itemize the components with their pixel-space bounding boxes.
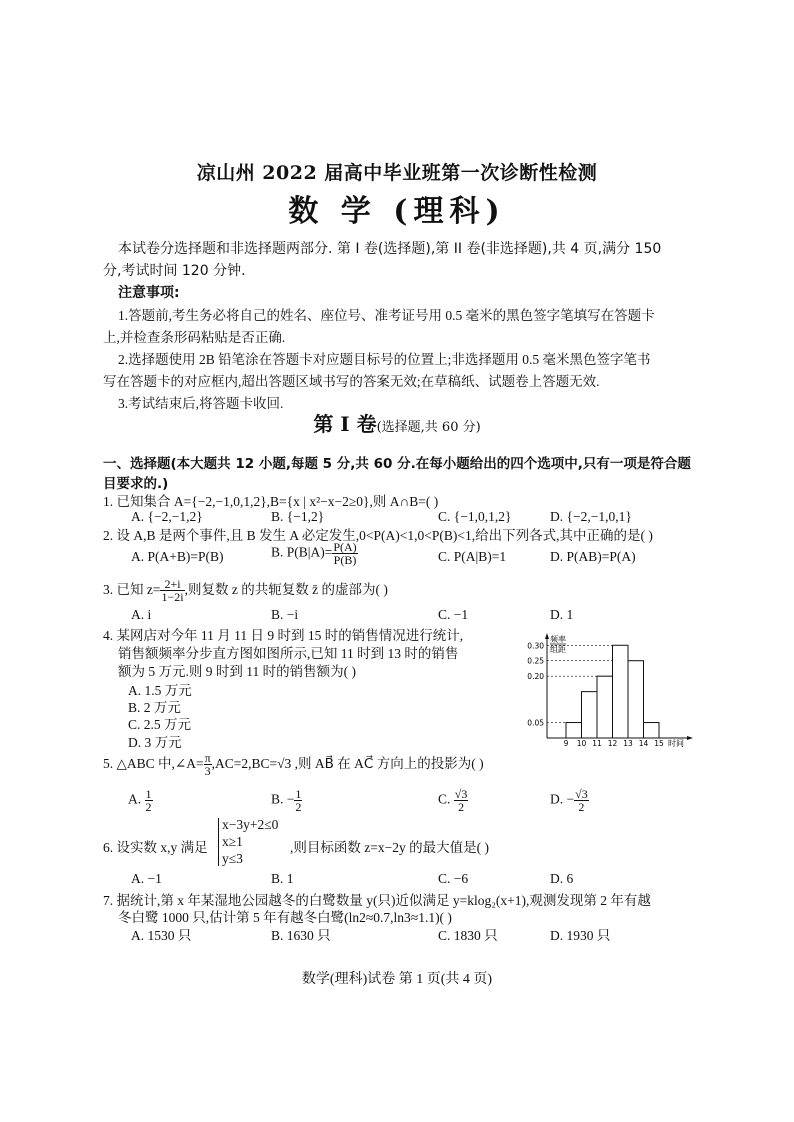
y-tick-label: 0.25 [527, 656, 544, 666]
q2-option-d: D. P(AB)=P(A) [550, 549, 636, 564]
q5-option-b [271, 788, 302, 813]
x-tick-label: 15 [654, 739, 664, 748]
q2-stem: 2. 设 A,B 是两个事件,且 B 发生 A 必定发生,0<P(A)<1,0<P(B)<1,给出下列各式,其中正确的是( ) [103, 528, 653, 543]
q5-a-fraction [145, 788, 153, 813]
q5-suffix: ,AC=2,BC=√3 ,则 AB⃗ 在 AC⃗ 方向上的投影为( ) [211, 756, 484, 771]
q2-option-c: C. P(A|B)=1 [438, 549, 507, 564]
q3-stem [103, 578, 388, 603]
q5-b-fraction [294, 788, 302, 813]
notice-2b: 写在答题卡的对应框内,超出答题区域书写的答案无效;在草稿纸、试题卷上答题无效. [103, 374, 600, 389]
histogram-bar [566, 723, 582, 738]
q4-option-d: D. 3 万元 [128, 735, 182, 750]
q7-option-b: B. 1630 只 [271, 928, 331, 943]
q5-d-fraction [574, 788, 589, 813]
q3-denominator: 1−2i [161, 590, 184, 605]
q5-d-den: 2 [578, 800, 585, 814]
q2-option-b-label: B. P(B|A)= [271, 544, 333, 560]
q5-option-d [550, 788, 589, 813]
q6-constraint-1: x−3y+2≤0 [222, 817, 279, 832]
q5-fraction [204, 752, 212, 777]
q1-option-c: C. {−1,0,1,2} [438, 509, 512, 524]
q5-a-label: A. [128, 791, 142, 807]
q2-option-b-fraction [332, 541, 357, 566]
x-tick-label: 12 [607, 739, 618, 748]
q5-b-num: 1 [295, 787, 302, 801]
x-axis-arrow [687, 736, 693, 740]
q5-d-label: D. − [550, 791, 575, 807]
q5-b-label: B. − [271, 791, 295, 807]
x-tick-label: 9 [563, 739, 569, 748]
y-tick-label: 0.05 [527, 718, 544, 728]
notice-3: 3.考试结束后,将答题卡收回. [118, 396, 284, 411]
q1-stem: 1. 已知集合 A={−2,−1,0,1,2},B={x | x²−x−2≥0},则 A∩B=( ) [103, 494, 439, 509]
q6-constraint-2: x≥1 [222, 834, 243, 849]
histogram-bar [628, 661, 644, 738]
x-tick-label: 11 [592, 739, 602, 748]
q4-option-c: C. 2.5 万元 [128, 717, 192, 732]
q5-d-num: √3 [575, 787, 588, 801]
q1-option-d: D. {−2,−1,0,1} [550, 509, 632, 524]
q5-c-fraction [454, 788, 469, 813]
q5-stem [103, 752, 484, 777]
q6-option-a: A. −1 [131, 871, 162, 886]
histogram-bar [597, 676, 613, 738]
x-tick-label: 13 [623, 739, 633, 748]
histogram-bar [644, 723, 660, 738]
q5-a-num: 1 [145, 787, 152, 801]
xlabel: 时间 [668, 739, 684, 748]
ylabel-bottom: 组距 [550, 645, 566, 654]
notice-1a: 1.答题前,考生务必将自己的姓名、座位号、准考证号用 0.5 毫米的黑色签字笔填写在答题卡 [118, 308, 655, 323]
y-axis-arrow [545, 633, 549, 639]
intro-line-2: 分,考试时间 120 分钟. [103, 263, 246, 279]
q4-line-2: 销售额频率分步直方图如图所示,已知 11 时到 13 时的销售 [118, 646, 459, 661]
q5-option-c [438, 788, 468, 813]
q5-c-label: C. [438, 791, 451, 807]
q5-option-a [128, 788, 153, 813]
q3-option-a: A. i [131, 607, 152, 622]
q2-option-a: A. P(A+B)=P(B) [131, 549, 224, 564]
q4-option-b: B. 2 万元 [128, 700, 181, 715]
q7-option-d: D. 1930 只 [550, 928, 611, 943]
q5-prefix: 5. △ABC 中,∠A= [103, 756, 204, 771]
q1-option-b: B. {−1,2} [271, 509, 325, 524]
notice-2a: 2.选择题使用 2B 铅笔涂在答题卡对应题目标号的位置上;非选择题用 0.5 毫米黑色签字笔书 [118, 352, 651, 367]
q5-c-den: 2 [458, 800, 465, 814]
q7-option-a: A. 1530 只 [131, 928, 192, 943]
part1-title: 第 I 卷 [313, 412, 377, 436]
q7-line-1: 7. 据统计,第 x 年某湿地公园越冬的白鹭数量 y(只)近似满足 y=klog₂(x+1),观测发现第 2 年有越 [103, 893, 651, 908]
q6-option-d: D. 6 [550, 871, 574, 886]
q4-line-3: 额为 5 万元.则 9 时到 11 时的销售额为( ) [118, 664, 356, 679]
q6-prefix: 6. 设实数 x,y 满足 [103, 840, 208, 855]
y-tick-label: 0.20 [527, 672, 544, 682]
q5-numerator: π [204, 751, 211, 766]
q4-line-1: 4. 某网店对今年 11 月 11 日 9 时到 15 时的销售情况进行统计, [103, 628, 464, 643]
q2-b-numerator: P(A) [333, 540, 357, 554]
q3-suffix: ,则复数 z 的共轭复数 z̄ 的虚部为( ) [184, 582, 388, 597]
x-tick-label: 14 [638, 739, 649, 748]
y-tick-label: 0.30 [527, 641, 544, 651]
intro-line-1: 本试卷分选择题和非选择题两部分. 第 I 卷(选择题),第 II 卷(非选择题),共 4 页,满分 150 [118, 241, 662, 257]
section-line-1: 一、选择题(本大题共 12 小题,每题 5 分,共 60 分.在每小题给出的四个选项中,只有一项是符合题 [103, 456, 691, 472]
q6-constraint-3: y≤3 [222, 851, 243, 866]
q4-histogram [514, 632, 694, 750]
x-tick-label: 10 [576, 739, 587, 748]
q6-brace [218, 818, 219, 866]
part1-heading [0, 408, 794, 437]
histogram-bar [613, 645, 629, 738]
q6-option-b: B. 1 [271, 871, 294, 886]
q7-option-c: C. 1830 只 [438, 928, 498, 943]
part1-subtitle: (选择题,共 60 分) [376, 420, 481, 435]
q6-option-c: C. −6 [438, 871, 469, 886]
q5-c-num: √3 [454, 787, 468, 801]
q5-a-den: 2 [145, 800, 152, 814]
q3-fraction [160, 578, 184, 603]
ylabel-top: 频率 [550, 635, 566, 644]
q6-suffix: ,则目标函数 z=x−2y 的最大值是( ) [290, 840, 489, 855]
histogram-bar [582, 692, 598, 738]
subject-title: 数 学 (理科) [288, 194, 506, 229]
q7-line-2: 冬白鹭 1000 只,估计第 5 年有越冬白鹭(ln2≈0.7,ln3≈1.1)( ) [118, 910, 452, 925]
q3-prefix: 3. 已知 z= [103, 582, 161, 597]
notice-1b: 上,并检查条形码粘贴是否正确. [103, 330, 286, 345]
q5-b-den: 2 [295, 800, 302, 814]
q2-b-denominator: P(B) [333, 553, 357, 567]
q3-numerator: 2+i [160, 578, 184, 591]
q4-option-a: A. 1.5 万元 [128, 683, 192, 698]
q5-denominator: 3 [204, 764, 211, 779]
exam-title: 凉山州 2022 届高中毕业班第一次诊断性检测 [196, 162, 598, 184]
section-line-2: 目要求的.) [103, 476, 169, 492]
q3-option-c: C. −1 [438, 607, 469, 622]
q3-option-b: B. −i [271, 607, 299, 622]
page-footer: 数学(理科)试卷 第 1 页(共 4 页) [301, 972, 493, 987]
notice-title: 注意事项: [118, 285, 180, 301]
q1-option-a: A. {−2,−1,2} [131, 509, 203, 524]
q2-option-b [271, 541, 358, 566]
q3-option-d: D. 1 [550, 607, 574, 622]
